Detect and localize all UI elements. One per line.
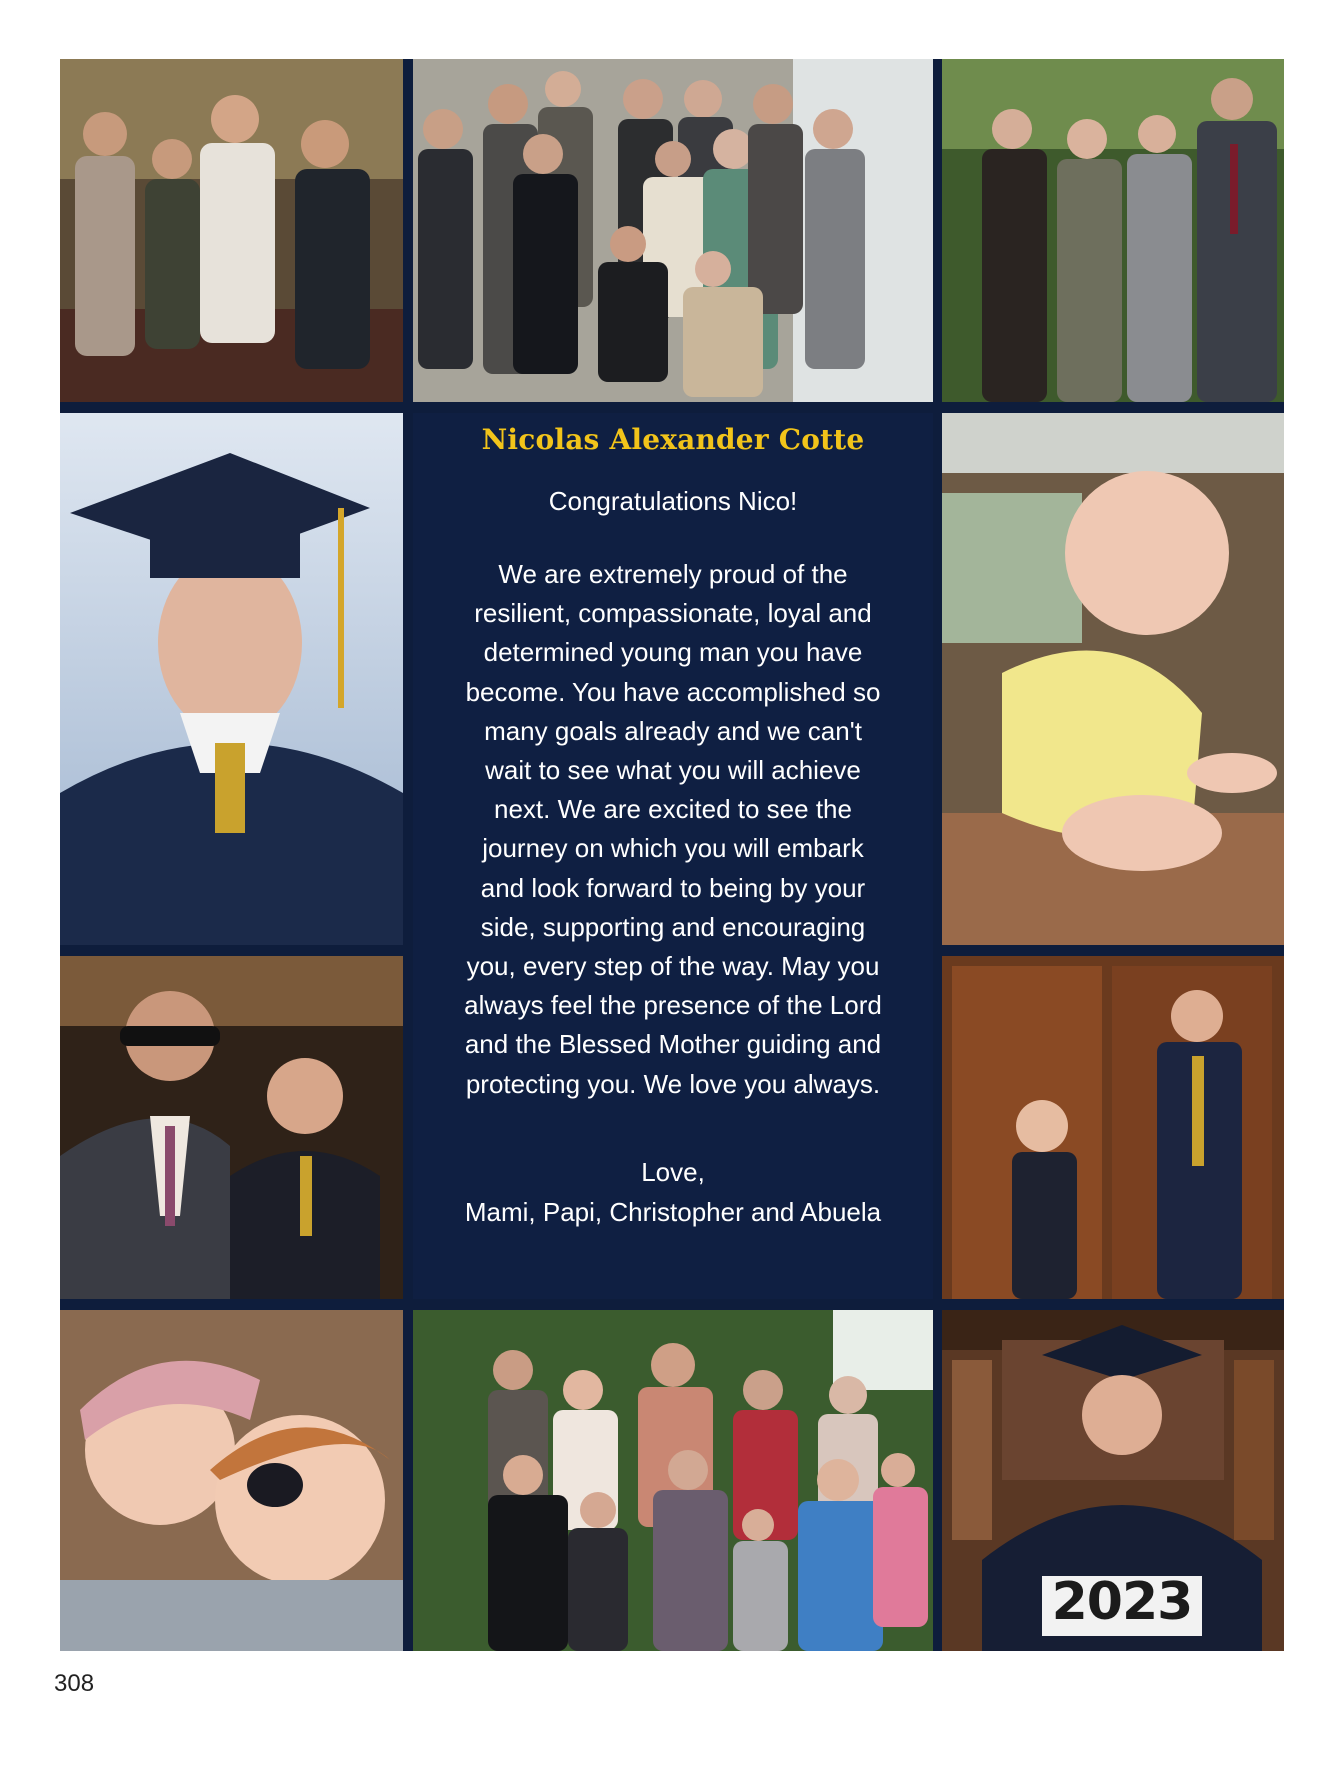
closing-block (413, 1152, 933, 1232)
photo-graduation-portrait (60, 413, 403, 945)
photo-then-and-now-door (942, 956, 1284, 1299)
photo-baby-smiling (942, 413, 1284, 945)
year-sign-2023: 2023 (1051, 1572, 1193, 1632)
message-line: resilient, compassionate, loyal and (474, 598, 872, 629)
signature: Mami, Papi, Christopher and Abuela (464, 1196, 882, 1227)
closing-word: Love, (641, 1156, 705, 1187)
photo-family-group-indoor (413, 59, 933, 402)
message-line: journey on which you will embark (482, 833, 864, 864)
message-line: become. You have accomplished so (465, 676, 881, 707)
message-line: side, supporting and encouraging (480, 911, 866, 942)
message-line: next. We are excited to see the (494, 794, 852, 825)
message-line: many goals already and we can't (484, 715, 862, 746)
message-line: wait to see what you will achieve (485, 755, 861, 786)
message-line: always feel the presence of the Lord (464, 990, 882, 1021)
photo-extended-family-garden (413, 1310, 933, 1651)
page-number: 308 (54, 1670, 95, 1697)
message-line: and look forward to being by your (480, 872, 866, 903)
message-line: and the Blessed Mother guiding and (464, 1029, 882, 1060)
photo-graduate-2023-sign (942, 1310, 1284, 1651)
photo-father-son-event (60, 956, 403, 1299)
message-line: We are extremely proud of the (498, 559, 848, 589)
message-panel (413, 413, 933, 1299)
message-line: protecting you. We love you always. (465, 1068, 881, 1099)
message-body (418, 555, 928, 1104)
graduate-name-title: Nicolas Alexander Cotte (481, 423, 865, 456)
photo-childhood-pirate (60, 1310, 403, 1651)
photo-friends-night (60, 59, 403, 402)
message-line: you, every step of the way. May you (466, 951, 880, 982)
message-line: determined young man you have (483, 637, 863, 668)
photo-family-formal-garden (942, 59, 1284, 402)
greeting-text: Congratulations Nico! (548, 486, 798, 516)
